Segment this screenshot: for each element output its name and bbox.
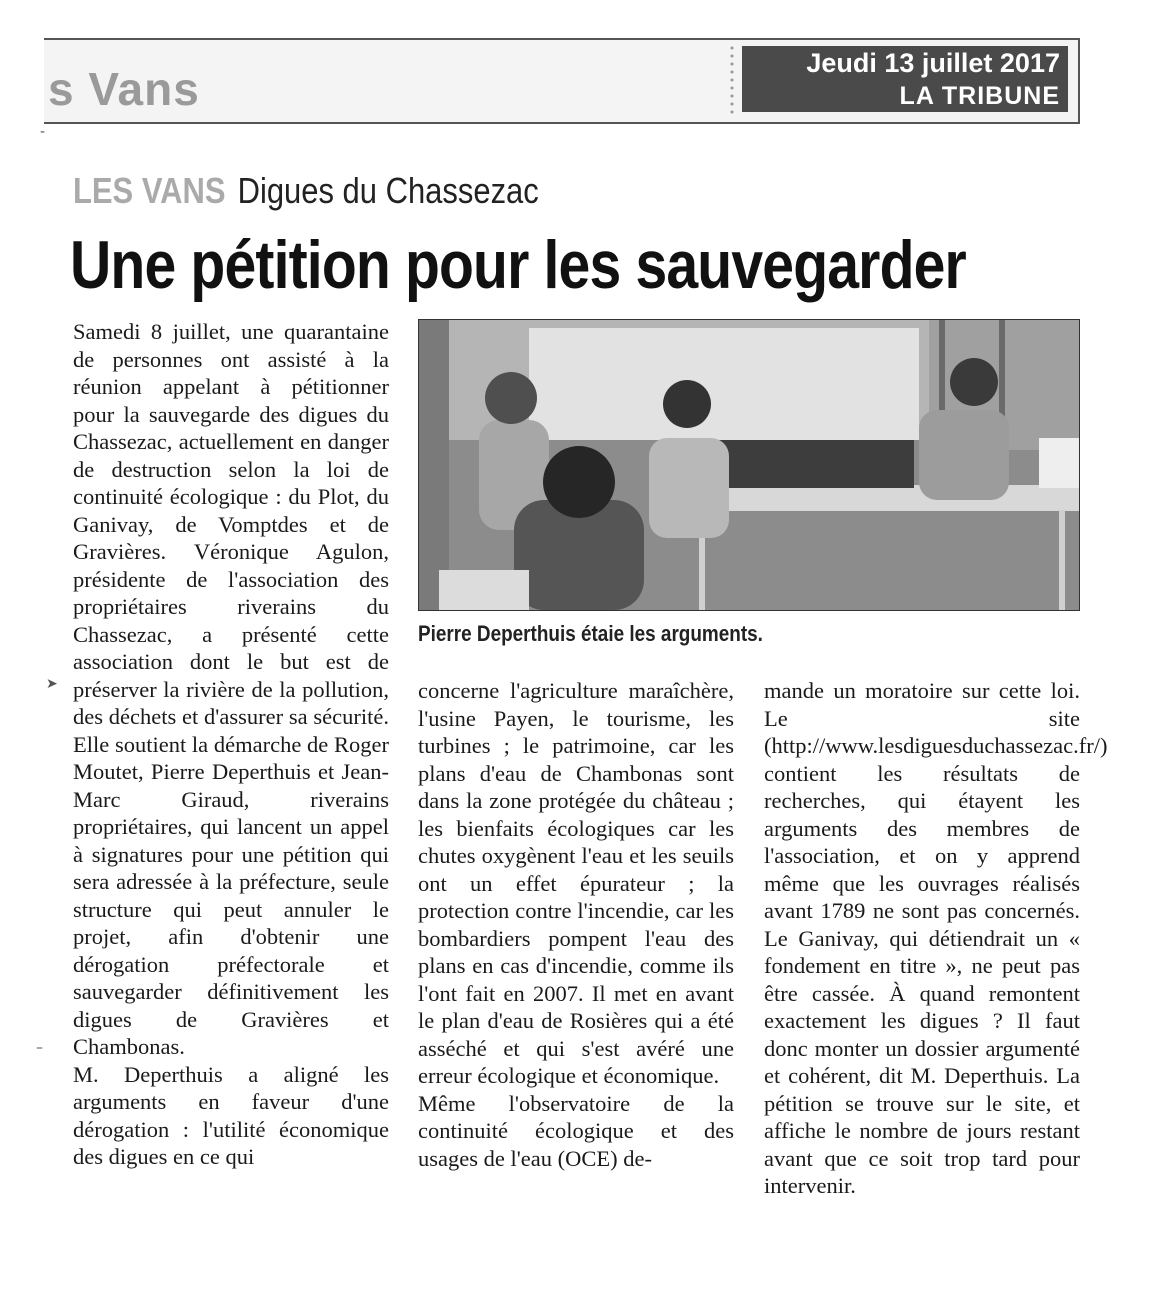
headline: Une pétition pour les sauvegarder [70, 227, 966, 303]
section-name: s Vans [48, 63, 200, 115]
photo-caption: Pierre Deperthuis étaie les arguments. [418, 621, 763, 646]
newspaper-name: LA TRIBUNE [899, 82, 1060, 110]
paragraph-4: Même l'observatoire de la continuité écologique et des usages de l'eau (OCE) de- [418, 1090, 734, 1171]
margin-dash-icon: - [40, 124, 46, 140]
kicker [73, 170, 539, 212]
margin-dash-icon: – [36, 1040, 43, 1056]
paragraph-2: M. Deperthuis a aligné les arguments en faveur d'une dérogation : l'utilité économique des digues en ce qui [73, 1061, 389, 1169]
paragraph-1: Samedi 8 juillet, une quarantaine de personnes ont assisté à la réunion appelant à pétitionner pour la sauvegarde des digues du Chassezac, actuellement en danger de destruction selon la loi de continuité écologique : du Plot, du Ganivay, de Vomptdes et de Gravières. Véronique Agulon, présidente de l'association des propriétaires riverains du Chassezac, a présenté cette association dont le but est de préserver la rivière de la pollution, des déchets et d'assurer sa sécurité. Elle soutient la démarche de Roger Moutet, Pierre Deperthuis et Jean-Marc Giraud, riverains propriétaires, qui lancent un appel à signatures pour une pétition qui sera adressée à la préfecture, seule structure qui peut annuler le projet, afin d'obtenir une dérogation préfectorale et sauvegarder définitivement les digues de Gravières et Chambonas. [73, 319, 389, 1059]
kicker-town: LES VANS [73, 170, 226, 211]
issue-date: Jeudi 13 juillet 2017 [806, 48, 1060, 78]
article-column-2 [418, 677, 734, 1172]
date-box [742, 46, 1068, 112]
margin-arrow-icon: ➤ [46, 676, 58, 692]
article-column-1 [73, 318, 389, 1171]
paragraph-5: mande un moratoire sur cette loi. Le site (http://www.lesdiguesduchassezac.fr/) contient les résultats de recherches, qui étayent les arguments des membres de l'association, et on y apprend même que les ouvrages réalisés avant 1789 ne sont pas concernés. Le Ganivay, qui détiendrait un « fondement en titre », ne peut pas être cassée. À quand remontent exactement les digues ? Il faut donc monter un dossier argumenté et cohérent, dit M. Deperthuis. La pétition se trouve sur le site, et affiche le nombre de jours restant avant que ce soit trop tard pour intervenir. [764, 678, 1108, 1198]
dot-divider [728, 44, 736, 116]
kicker-topic: Digues du Chassezac [237, 170, 539, 211]
meeting-photo [419, 320, 1079, 610]
paragraph-3: concerne l'agriculture maraîchère, l'usine Payen, le tourisme, les turbines ; le patrimoine, car les plans d'eau de Chambonas sont dans la zone protégée du château ; les bienfaits écologiques car les chutes oxygènent l'eau et les seuils ont un effet épurateur ; la protection contre l'incendie, car les bombardiers pompent l'eau des plans en cas d'incendie, comme ils l'ont fait en 2007. Il met en avant le plan d'eau de Rosières qui a été asséché et qui s'est avéré une erreur écologique et économique. [418, 678, 734, 1088]
article-photo [418, 319, 1080, 611]
article-column-3 [764, 677, 1108, 1200]
